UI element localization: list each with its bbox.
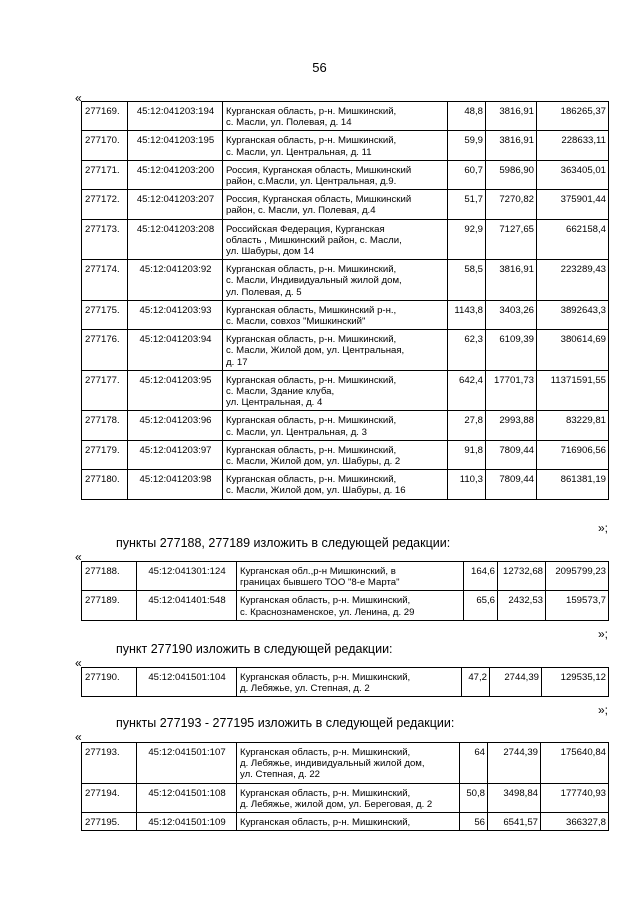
instruction-paragraph: пункт 277190 изложить в следующей редакции: bbox=[116, 642, 393, 656]
address-line: д. 17 bbox=[226, 356, 248, 368]
address bbox=[223, 190, 448, 219]
item-number: 277177. bbox=[82, 370, 128, 411]
item-number: 277195. bbox=[82, 813, 137, 831]
cadastral-number: 45:12:041203:207 bbox=[128, 190, 223, 219]
address-line: с. Масли, Здание клуба, bbox=[226, 386, 335, 398]
address bbox=[223, 440, 448, 469]
address-line: Россия, Курганская область, Мишкинский bbox=[226, 164, 412, 176]
unit-price: 6109,39 bbox=[486, 330, 537, 371]
cadastral-number: 45:12:041401:548 bbox=[137, 591, 237, 620]
address-line: Курганская область, р-н. Мишкинский, bbox=[240, 787, 411, 799]
address-line: Курганская область, р-н. Мишкинский, bbox=[226, 374, 397, 386]
address bbox=[223, 300, 448, 329]
item-number: 277174. bbox=[82, 260, 128, 301]
cadastral-cost: 363405,01 bbox=[537, 160, 609, 189]
cadastral-number: 45:12:041501:109 bbox=[137, 813, 237, 831]
address-line: с. Масли, Жилой дом, ул. Шабуры, д. 16 bbox=[226, 485, 406, 497]
address-line: Курганская область, р-н. Мишкинский, bbox=[240, 747, 411, 758]
address-line: Курганская область, р-н. Мишкинский, bbox=[226, 444, 397, 456]
address bbox=[223, 260, 448, 301]
address bbox=[223, 330, 448, 371]
cadastral-cost: 375901,44 bbox=[537, 190, 609, 219]
close-quote: »; bbox=[598, 703, 609, 717]
cadastral-number: 45:12:041203:98 bbox=[128, 470, 223, 499]
table-row bbox=[82, 411, 609, 440]
cadastral-number: 45:12:041203:92 bbox=[128, 260, 223, 301]
open-quote: « bbox=[75, 656, 82, 670]
cadastral-number: 45:12:041203:95 bbox=[128, 370, 223, 411]
cadastral-number: 45:12:041203:97 bbox=[128, 440, 223, 469]
cadastral-number: 45:12:041501:104 bbox=[137, 668, 237, 697]
open-quote: « bbox=[75, 550, 82, 564]
unit-price: 3816,91 bbox=[486, 260, 537, 301]
unit-price: 3816,91 bbox=[486, 102, 537, 131]
cadastral-cost: 662158,4 bbox=[537, 219, 609, 260]
table-row bbox=[82, 102, 609, 131]
close-quote: »; bbox=[598, 521, 609, 535]
cadastral-number: 45:12:041203:93 bbox=[128, 300, 223, 329]
address-line: с. Масли, ул. Полевая, д. 14 bbox=[226, 117, 352, 129]
unit-price: 2744,39 bbox=[488, 743, 541, 784]
address bbox=[237, 743, 460, 784]
address bbox=[223, 131, 448, 160]
table-row bbox=[82, 370, 609, 411]
address-line: Курганская обл.,р-н Мишкинский, в bbox=[240, 566, 396, 577]
unit-price: 12732,68 bbox=[498, 562, 546, 591]
table-row bbox=[82, 783, 609, 812]
item-number: 277188. bbox=[82, 562, 137, 591]
address bbox=[223, 160, 448, 189]
table-row bbox=[82, 813, 609, 831]
address-line: ул. Центральная, д. 4 bbox=[226, 397, 323, 409]
address-line: д. Лебяжье, индивидуальный жилой дом, bbox=[240, 758, 425, 770]
address-line: область , Мишкинский район, с. Масли, bbox=[226, 234, 402, 246]
cadastral-number: 45:12:041203:200 bbox=[128, 160, 223, 189]
unit-price: 3403,26 bbox=[486, 300, 537, 329]
area-value: 48,8 bbox=[448, 102, 486, 131]
item-number: 277171. bbox=[82, 160, 128, 189]
item-number: 277179. bbox=[82, 440, 128, 469]
address bbox=[223, 470, 448, 499]
item-number: 277169. bbox=[82, 102, 128, 131]
address-line: Курганская область, р-н. Мишкинский, bbox=[226, 106, 397, 117]
address bbox=[237, 591, 464, 620]
item-number: 277180. bbox=[82, 470, 128, 499]
area-value: 91,8 bbox=[448, 440, 486, 469]
table-row bbox=[82, 743, 609, 784]
area-value: 56 bbox=[460, 813, 488, 831]
page-number: 56 bbox=[312, 60, 327, 75]
cadastral-cost: 83229,81 bbox=[537, 411, 609, 440]
address-line: д. Лебяжье, ул. Степная, д. 2 bbox=[240, 683, 370, 695]
address-line: Курганская область, Мишкинский р-н., bbox=[226, 304, 397, 316]
address bbox=[237, 783, 460, 812]
table-row bbox=[82, 591, 609, 620]
cadastral-cost: 175640,84 bbox=[541, 743, 609, 784]
property-table-4 bbox=[81, 742, 609, 831]
address-line: границах бывшего ТОО "8-е Марта" bbox=[240, 577, 400, 589]
address-line: д. Лебяжье, жилой дом, ул. Береговая, д. 2 bbox=[240, 798, 433, 810]
address-line: Курганская область, р-н. Мишкинский, bbox=[226, 415, 397, 427]
address-line: район, с. Масли, ул. Полевая, д.4 bbox=[226, 205, 376, 217]
instruction-paragraph: пункты 277188, 277189 изложить в следующей редакции: bbox=[116, 536, 451, 550]
cadastral-number: 45:12:041203:96 bbox=[128, 411, 223, 440]
cadastral-number: 45:12:041501:108 bbox=[137, 783, 237, 812]
unit-price: 2993,88 bbox=[486, 411, 537, 440]
open-quote: « bbox=[75, 91, 82, 105]
cadastral-cost: 716906,56 bbox=[537, 440, 609, 469]
cadastral-cost: 366327,8 bbox=[541, 813, 609, 831]
table-row bbox=[82, 131, 609, 160]
address-line: с. Масли, Жилой дом, ул. Центральная, bbox=[226, 345, 405, 357]
unit-price: 7270,82 bbox=[486, 190, 537, 219]
address-line: Российская Федерация, Курганская bbox=[226, 223, 385, 235]
address-line: Курганская область, р-н. Мишкинский, bbox=[240, 595, 411, 607]
open-quote: « bbox=[75, 730, 82, 744]
address-line: Курганская область, р-н. Мишкинский, bbox=[240, 817, 411, 829]
address-line: с. Масли, Жилой дом, ул. Шабуры, д. 2 bbox=[226, 456, 401, 468]
property-table-2 bbox=[81, 561, 609, 621]
unit-price: 7809,44 bbox=[486, 440, 537, 469]
instruction-paragraph: пункты 277193 - 277195 изложить в следующей редакции: bbox=[116, 716, 455, 730]
item-number: 277173. bbox=[82, 219, 128, 260]
area-value: 92,9 bbox=[448, 219, 486, 260]
address-line: с. Масли, Индивидуальный жилой дом, bbox=[226, 275, 402, 287]
property-table-3 bbox=[81, 667, 609, 697]
cadastral-cost: 186265,37 bbox=[537, 102, 609, 131]
area-value: 58,5 bbox=[448, 260, 486, 301]
item-number: 277170. bbox=[82, 131, 128, 160]
item-number: 277172. bbox=[82, 190, 128, 219]
address-line: с. Масли, ул. Центральная, д. 3 bbox=[226, 426, 367, 438]
address-line: с. Масли, ул. Центральная, д. 11 bbox=[226, 146, 372, 158]
address-line: с. Масли, совхоз "Мишкинский" bbox=[226, 316, 366, 328]
address-line: ул. Полевая, д. 5 bbox=[226, 286, 302, 298]
area-value: 64 bbox=[460, 743, 488, 784]
address bbox=[237, 562, 464, 591]
cadastral-number: 45:12:041501:107 bbox=[137, 743, 237, 784]
item-number: 277175. bbox=[82, 300, 128, 329]
cadastral-cost: 861381,19 bbox=[537, 470, 609, 499]
address-line: Курганская область, р-н. Мишкинский, bbox=[226, 264, 397, 276]
address-line: Курганская область, р-н. Мишкинский, bbox=[240, 672, 411, 683]
cadastral-cost: 159573,7 bbox=[546, 591, 609, 620]
area-value: 60,7 bbox=[448, 160, 486, 189]
area-value: 65,6 bbox=[464, 591, 498, 620]
area-value: 110,3 bbox=[448, 470, 486, 499]
cadastral-number: 45:12:041203:208 bbox=[128, 219, 223, 260]
address bbox=[223, 370, 448, 411]
address-line: с. Краснознаменское, ул. Ленина, д. 29 bbox=[240, 606, 415, 618]
table-row bbox=[82, 668, 609, 697]
unit-price: 2744,39 bbox=[490, 668, 542, 697]
item-number: 277193. bbox=[82, 743, 137, 784]
property-table-1 bbox=[81, 101, 609, 500]
area-value: 51,7 bbox=[448, 190, 486, 219]
unit-price: 7809,44 bbox=[486, 470, 537, 499]
address bbox=[223, 411, 448, 440]
unit-price: 17701,73 bbox=[486, 370, 537, 411]
cadastral-cost: 3892643,3 bbox=[537, 300, 609, 329]
area-value: 27,8 bbox=[448, 411, 486, 440]
table-row bbox=[82, 470, 609, 499]
cadastral-cost: 2095799,23 bbox=[546, 562, 609, 591]
table-row bbox=[82, 440, 609, 469]
unit-price: 3816,91 bbox=[486, 131, 537, 160]
area-value: 59,9 bbox=[448, 131, 486, 160]
area-value: 642,4 bbox=[448, 370, 486, 411]
address-line: район, с.Масли, ул. Центральная, д.9. bbox=[226, 176, 397, 188]
table-row bbox=[82, 300, 609, 329]
address-line: ул. Шабуры, дом 14 bbox=[226, 246, 315, 258]
table-row bbox=[82, 219, 609, 260]
area-value: 1143,8 bbox=[448, 300, 486, 329]
cadastral-cost: 129535,12 bbox=[542, 668, 609, 697]
item-number: 277176. bbox=[82, 330, 128, 371]
address bbox=[223, 102, 448, 131]
area-value: 62,3 bbox=[448, 330, 486, 371]
item-number: 277190. bbox=[82, 668, 137, 697]
cadastral-cost: 223289,43 bbox=[537, 260, 609, 301]
address-line: Курганская область, р-н. Мишкинский, bbox=[226, 135, 397, 147]
address bbox=[223, 219, 448, 260]
address-line: Россия, Курганская область, Мишкинский bbox=[226, 194, 412, 206]
unit-price: 5986,90 bbox=[486, 160, 537, 189]
item-number: 277178. bbox=[82, 411, 128, 440]
item-number: 277189. bbox=[82, 591, 137, 620]
unit-price: 7127,65 bbox=[486, 219, 537, 260]
item-number: 277194. bbox=[82, 783, 137, 812]
unit-price: 3498,84 bbox=[488, 783, 541, 812]
cadastral-number: 45:12:041301:124 bbox=[137, 562, 237, 591]
close-quote: »; bbox=[598, 627, 609, 641]
area-value: 164,6 bbox=[464, 562, 498, 591]
table-row bbox=[82, 190, 609, 219]
cadastral-cost: 228633,11 bbox=[537, 131, 609, 160]
table-row bbox=[82, 260, 609, 301]
address-line: Курганская область, р-н. Мишкинский, bbox=[226, 474, 397, 486]
unit-price: 2432,53 bbox=[498, 591, 546, 620]
area-value: 47,2 bbox=[462, 668, 490, 697]
address-line: ул. Степная, д. 22 bbox=[240, 769, 321, 781]
cadastral-number: 45:12:041203:94 bbox=[128, 330, 223, 371]
cadastral-number: 45:12:041203:195 bbox=[128, 131, 223, 160]
address-line: Курганская область, р-н. Мишкинский, bbox=[226, 334, 397, 346]
area-value: 50,8 bbox=[460, 783, 488, 812]
cadastral-cost: 177740,93 bbox=[541, 783, 609, 812]
table-row bbox=[82, 562, 609, 591]
address bbox=[237, 813, 460, 831]
unit-price: 6541,57 bbox=[488, 813, 541, 831]
table-row bbox=[82, 160, 609, 189]
address bbox=[237, 668, 462, 697]
table-row bbox=[82, 330, 609, 371]
cadastral-number: 45:12:041203:194 bbox=[128, 102, 223, 131]
cadastral-cost: 380614,69 bbox=[537, 330, 609, 371]
cadastral-cost: 11371591,55 bbox=[537, 370, 609, 411]
